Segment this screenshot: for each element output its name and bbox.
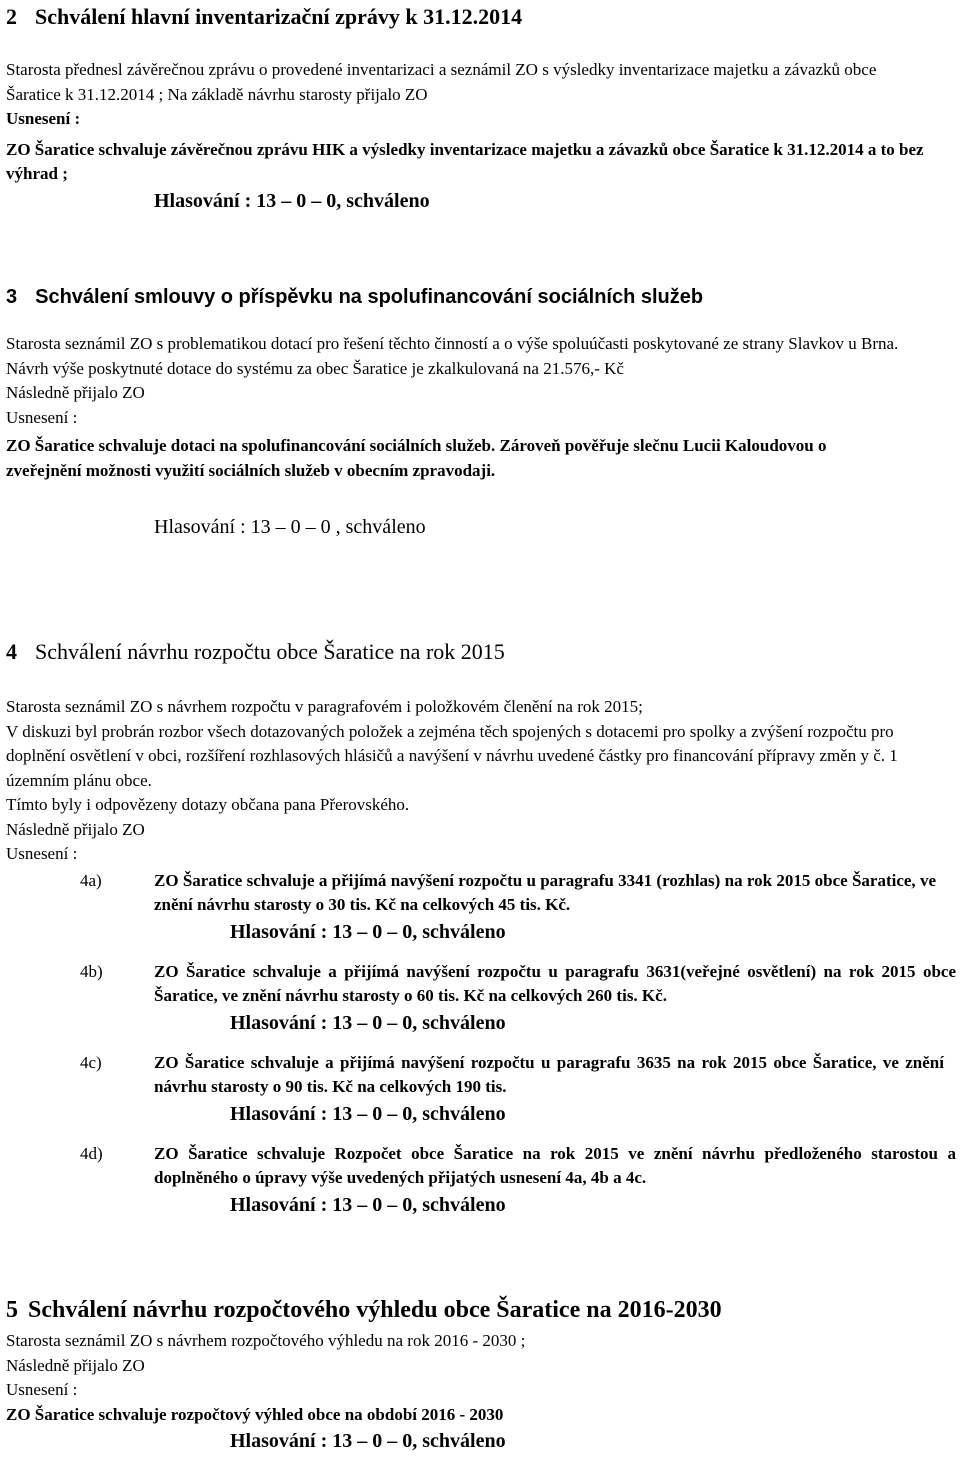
vote-result: Hlasování : 13 – 0 – 0, schváleno (230, 1430, 506, 1452)
prijalo-label: Následně přijalo ZO (6, 1355, 145, 1375)
section-number: 2 (6, 4, 17, 29)
item-label: 4c) (80, 1052, 102, 1072)
resolution-text: ZO Šaratice schvaluje závěrečnou zprávu HIK a výsledky inventarizace majetku a závazků obce Šaratice k 31.12.2014 a to bez výhrad ; (6, 139, 924, 183)
item-label: 4b) (80, 961, 103, 981)
section-paragraph: Tímto byly i odpovězeny dotazy občana pana Přerovského. (6, 795, 410, 814)
section-paragraph: Návrh výše poskytnuté dotace do systému za obec Šaratice je zkalkulovaná na 21.576,- Kč (6, 358, 624, 378)
section-title: Schválení návrhu rozpočtu obce Šaratice na rok 2015 (35, 639, 505, 664)
section-2 (6, 2, 956, 215)
vote-result: Hlasování : 13 – 0 – 0, schváleno (230, 920, 506, 943)
section-5 (6, 1295, 956, 1455)
resolution-item (6, 869, 956, 946)
item-text: ZO Šaratice schvaluje a přijímá navýšení rozpočtu u paragrafu 3341 (rozhlas) na rok 2015 obce Šaratice, ve znění návrhu starosty o 30 tis. Kč na celkových 45 tis. Kč. (154, 870, 936, 914)
usneseni-label: Usnesení : (6, 1380, 78, 1399)
section-number: 4 (6, 639, 17, 664)
item-text: ZO Šaratice schvaluje a přijímá navýšení rozpočtu u paragrafu 3635 na rok 2015 obce Šaratice, ve znění návrhu starosty o 90 tis. Kč na celkových 190 tis. (154, 1052, 944, 1096)
item-text: ZO Šaratice schvaluje a přijímá navýšení rozpočtu u paragrafu 3631(veřejné osvětlení) na rok 2015 obce Šaratice, ve znění návrhu starosty o 60 tis. Kč na celkových 260 tis. Kč. (154, 961, 956, 1005)
item-text: ZO Šaratice schvaluje Rozpočet obce Šaratice na rok 2015 ve znění návrhu předloženého starostou a doplněného o úpravy výše uvedených přijatých usnesení 4a, 4b a 4c. (154, 1143, 956, 1187)
resolution-item (6, 1051, 956, 1128)
section-number: 5 (6, 1297, 18, 1323)
vote-result: Hlasování : 13 – 0 – 0 , schváleno (154, 516, 426, 538)
section-3-heading (6, 282, 956, 312)
vote-result: Hlasování : 13 – 0 – 0, schváleno (154, 189, 430, 212)
usneseni-label: Usnesení : (6, 109, 81, 128)
prijalo-label: Následně přijalo ZO (6, 383, 145, 402)
section-5-heading (6, 1295, 956, 1325)
prijalo-label: Následně přijalo ZO (6, 819, 145, 839)
section-paragraph: Starosta seznámil ZO s návrhem rozpočtu v paragrafovém i položkovém členění na rok 2015; (6, 697, 643, 716)
section-4-heading (6, 637, 956, 667)
section-title: Schválení návrhu rozpočtového výhledu obce Šaratice na 2016-2030 (28, 1297, 722, 1323)
section-2-heading (6, 2, 956, 32)
usneseni-label: Usnesení : (6, 407, 78, 427)
section-number: 3 (6, 286, 18, 308)
vote-result: Hlasování : 13 – 0 – 0, schváleno (230, 1011, 506, 1034)
resolution-item (6, 960, 956, 1037)
vote-result: Hlasování : 13 – 0 – 0, schváleno (230, 1193, 506, 1216)
item-label: 4a) (80, 870, 102, 890)
resolution-text: ZO Šaratice schvaluje dotaci na spolufinancování sociálních služeb. Zároveň pověřuje slečnu Lucii Kaloudovou o zveřejnění možnosti využití sociálních služeb v obecním zpravodaji. (6, 436, 827, 480)
resolution-item (6, 1142, 956, 1219)
vote-result: Hlasování : 13 – 0 – 0, schváleno (230, 1102, 506, 1125)
item-label: 4d) (80, 1143, 103, 1163)
section-paragraph: Starosta seznámil ZO s problematikou dotací pro řešení těchto činností a o výše spoluúčasti poskytované ze strany Slavkov u Brna. (6, 334, 899, 353)
section-paragraph: Starosta přednesl závěrečnou zprávu o provedené inventarizaci a seznámil ZO s výsledky inventarizace majetku a závazků obce Šaratice k 31.12.2014 ; Na základě návrhu starosty přijalo ZO (6, 60, 877, 104)
resolution-text: ZO Šaratice schvaluje rozpočtový výhled obce na období 2016 - 2030 (6, 1404, 504, 1424)
section-title: Schválení hlavní inventarizační zprávy k 31.12.2014 (35, 4, 523, 29)
section-3 (6, 282, 956, 541)
section-paragraph: Starosta seznámil ZO s návrhem rozpočtového výhledu na rok 2016 - 2030 ; (6, 1331, 526, 1350)
usneseni-label: Usnesení : (6, 844, 78, 863)
section-paragraph: V diskuzi byl probrán rozbor všech dotazovaných položek a zejména těch spojených s dotacemi pro spolky a zvýšení rozpočtu pro doplnění osvětlení v obci, rozšíření rozhlasových hlásičů a navýšení v návrhu uvedené částky pro financování přípravy změn y č. 1 územním plánu obce. (6, 721, 898, 790)
section-title: Schválení smlouvy o příspěvku na spolufinancování sociálních služeb (35, 286, 704, 308)
section-4 (6, 637, 956, 1219)
